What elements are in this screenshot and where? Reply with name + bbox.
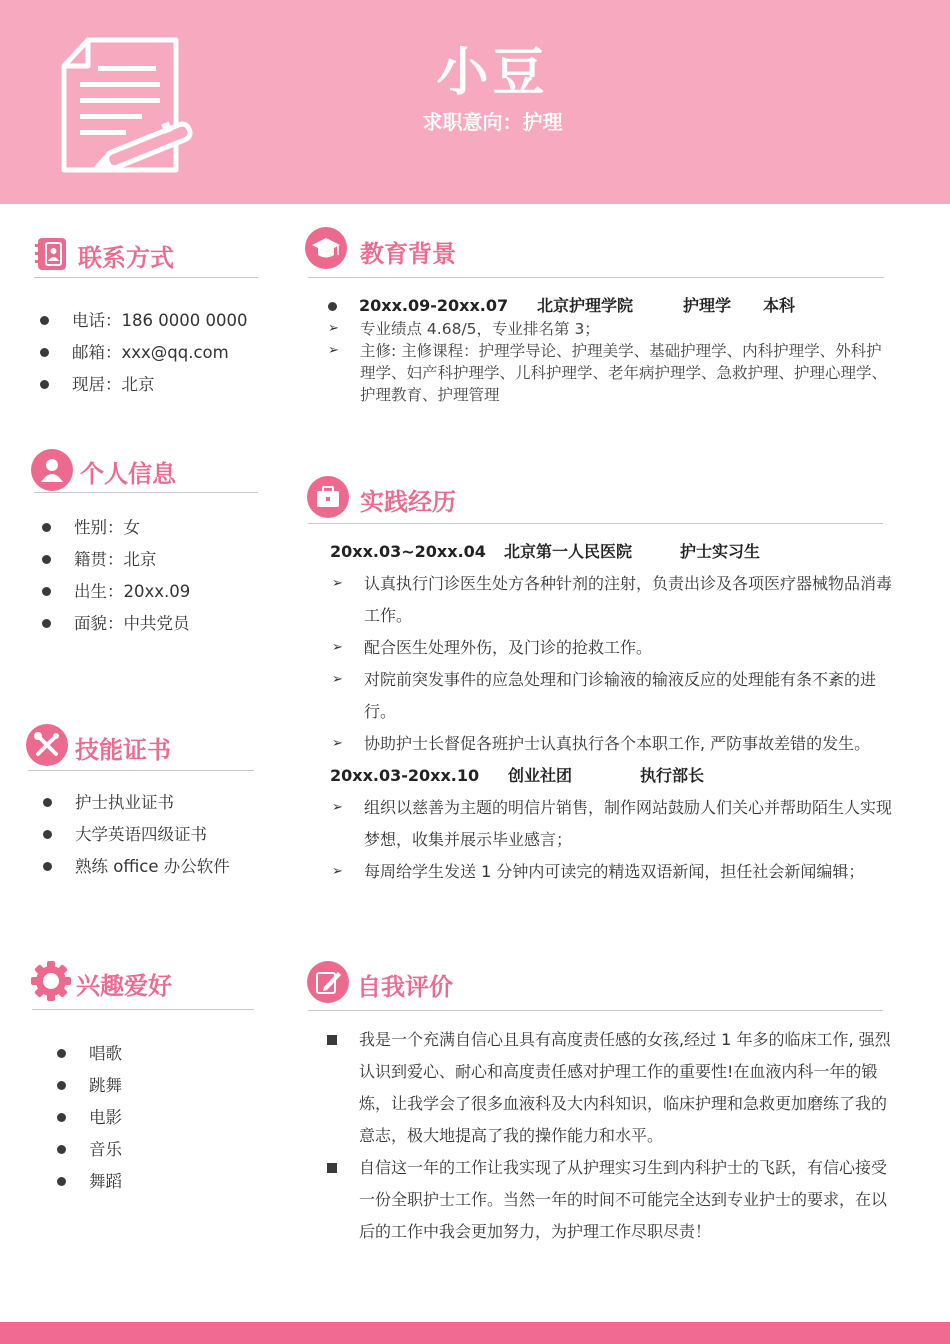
practice-item: ➢ 认真执行门诊医生处方各种针剂的注射，负责出诊及各项医疗器械物品消毒工作。 <box>332 574 893 625</box>
practice-body <box>330 536 892 888</box>
self-eval-title: 自我评价 <box>357 973 453 1001</box>
hobbies-item: 跳舞 <box>57 1070 237 1102</box>
personal-item-birth: 出生：20xx.09 <box>42 576 272 608</box>
hobbies-item: 舞蹈 <box>57 1166 237 1198</box>
edit-pen-icon <box>307 961 349 1003</box>
header-banner <box>0 0 950 204</box>
practice-org: 创业社团 <box>508 766 573 785</box>
contact-item-email: 邮箱：xxx@qq.com <box>40 337 270 369</box>
hobbies-divider <box>32 1009 254 1010</box>
briefcase-icon <box>307 476 349 518</box>
personal-list <box>42 512 272 640</box>
hobbies-item: 音乐 <box>57 1134 237 1166</box>
skills-divider <box>28 770 254 771</box>
practice-item: ➢ 组织以慈善为主题的明信片销售，制作网站鼓励人们关心并帮助陌生人实现梦想，收集并展示毕业感言； <box>332 798 893 849</box>
self-eval-divider <box>308 1010 883 1011</box>
practice-role: 执行部长 <box>640 766 705 785</box>
education-major: 护理学 <box>683 296 732 315</box>
graduation-cap-icon <box>305 227 347 269</box>
self-eval-item: 自信这一年的工作让我实现了从护理实习生到内科护士的飞跃，有信心接受一份全职护士工作。当然一年的时间不可能完全达到专业护士的要求，在以后的工作中我会更加努力，为护理工作尽职尽责！ <box>325 1152 892 1248</box>
contact-item-phone: 电话：186 0000 0000 <box>40 305 270 337</box>
education-header <box>326 294 888 318</box>
practice-entry-header <box>330 760 892 792</box>
practice-entry-header <box>330 536 892 568</box>
skills-list <box>43 787 273 883</box>
education-detail: ➢ 主修: 主修课程：护理学导论、护理美学、基础护理学、内科护理学、外科护理学、妇产科护理学、儿科护理学、老年病护理学、急救护理、护理心理学、护理教育、护理管理 <box>328 342 888 404</box>
contact-item-location: 现居：北京 <box>40 369 270 401</box>
practice-title: 实践经历 <box>360 488 456 516</box>
practice-item: ➢ 协助护士长督促各班护士认真执行各个本职工作, 严防事故差错的发生。 <box>332 734 871 753</box>
gear-icon <box>30 960 72 1002</box>
practice-period: 20xx.03~20xx.04 <box>330 542 486 561</box>
education-title: 教育背景 <box>360 240 456 268</box>
education-school: 北京护理学院 <box>537 296 634 315</box>
education-detail: ➢ 专业绩点 4.68/5，专业排名第 3； <box>328 320 600 338</box>
personal-divider <box>34 492 258 493</box>
personal-title: 个人信息 <box>80 460 176 488</box>
education-divider <box>308 277 884 278</box>
contact-divider <box>34 277 258 278</box>
personal-item-hometown: 籍贯：北京 <box>42 544 272 576</box>
document-pen-icon <box>58 36 204 176</box>
personal-item-politics: 面貌：中共党员 <box>42 608 272 640</box>
education-period: 20xx.09-20xx.07 <box>359 296 509 315</box>
practice-item: ➢ 配合医生处理外伤，及门诊的抢救工作。 <box>332 638 653 657</box>
skills-item: 护士执业证书 <box>43 787 273 819</box>
practice-item: ➢ 每周给学生发送 1 分钟内可读完的精选双语新闻，担任社会新闻编辑； <box>332 862 865 881</box>
practice-role: 护士实习生 <box>680 542 761 561</box>
contact-list <box>40 305 270 401</box>
personal-item-gender: 性别：女 <box>42 512 272 544</box>
self-eval-item: 我是一个充满自信心且具有高度责任感的女孩,经过 1 年多的临床工作, 强烈认识到爱心、耐心和高度责任感对护理工作的重要性!在血液内科一年的锻炼，让我学会了很多血液科及大内科知识，临床护理和急救更加磨练了我的意志，极大地提高了我的操作能力和水平。 <box>325 1024 892 1152</box>
education-degree: 本科 <box>763 296 796 315</box>
practice-divider <box>308 523 883 524</box>
hobbies-item: 唱歌 <box>57 1038 237 1070</box>
practice-period: 20xx.03-20xx.10 <box>330 766 480 785</box>
contact-title: 联系方式 <box>78 244 174 272</box>
practice-item: ➢ 对院前突发事件的应急处理和门诊输液的输液反应的处理能有条不紊的进行。 <box>332 670 877 721</box>
footer-bar <box>0 1322 950 1344</box>
job-intent: 求职意向：护理 <box>422 110 563 134</box>
education-body <box>326 294 888 406</box>
hobbies-list <box>57 1038 237 1198</box>
hobbies-item: 电影 <box>57 1102 237 1134</box>
tools-icon <box>26 724 68 766</box>
hobbies-title: 兴趣爱好 <box>76 972 172 1000</box>
self-eval-body <box>325 1024 892 1248</box>
skills-item: 大学英语四级证书 <box>43 819 273 851</box>
practice-org: 北京第一人民医院 <box>504 542 633 561</box>
skills-item: 熟练 office 办公软件 <box>43 851 273 883</box>
skills-title: 技能证书 <box>75 736 171 764</box>
candidate-name: 小豆 <box>436 43 549 103</box>
contact-book-icon <box>34 236 70 272</box>
person-icon <box>31 449 73 491</box>
